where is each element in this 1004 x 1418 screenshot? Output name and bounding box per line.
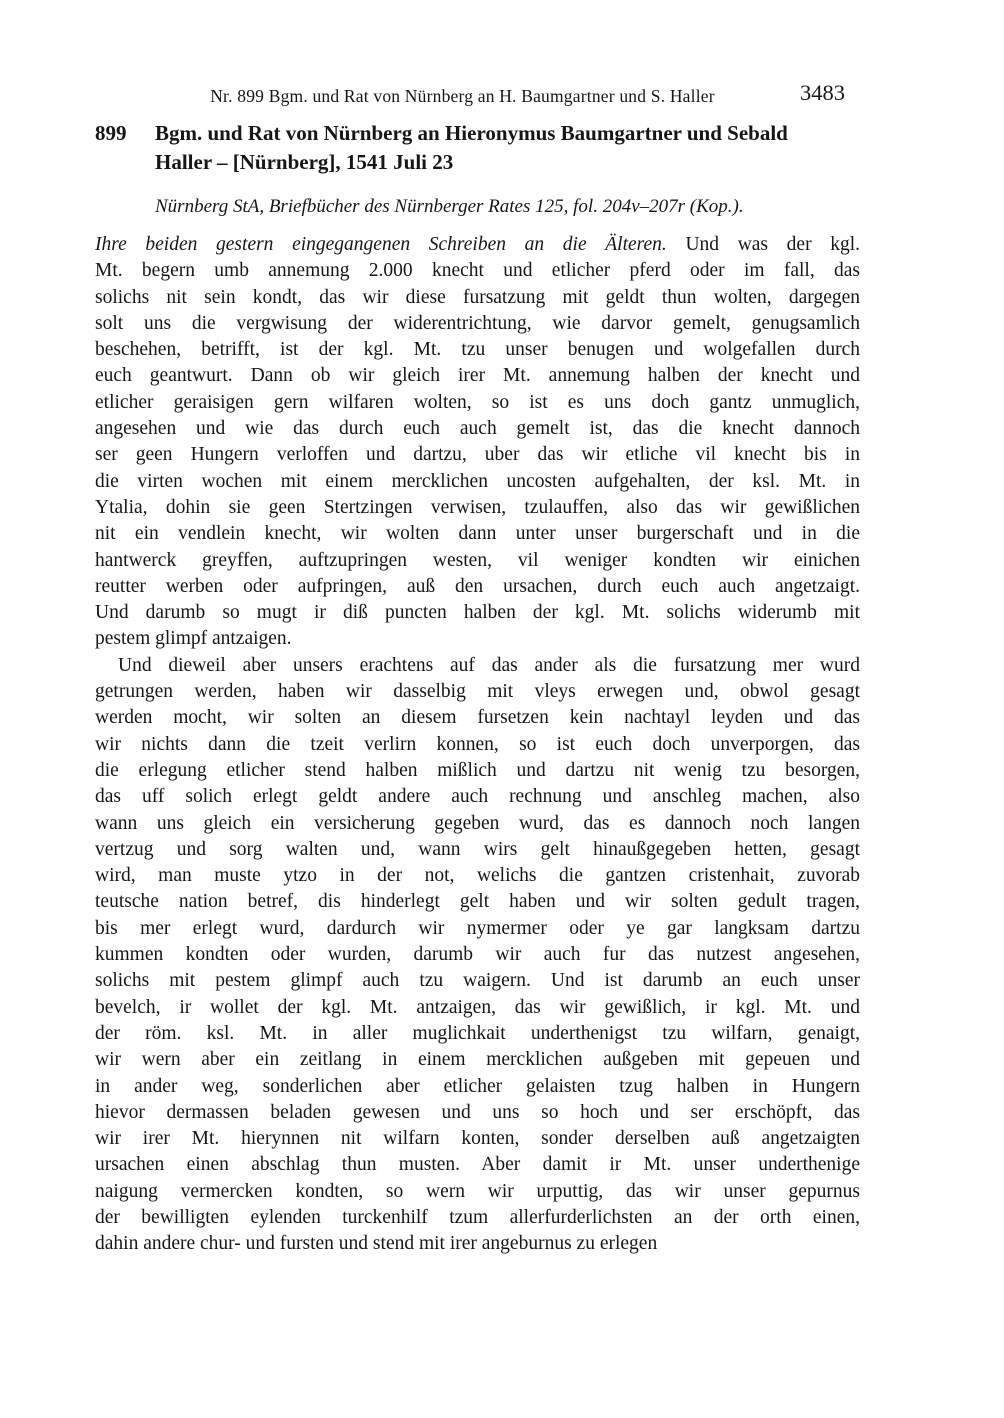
running-header-title: Nr. 899 Bgm. und Rat von Nürnberg an H. Baumgartner und S. Haller [210,86,715,106]
text-line: wir nichts dann die tzeit verlirn konnen, so ist euch doch unverporgen, das [95,733,860,755]
text-line: das uff solich erlegt geldt andere auch rechnung und anschleg machen, also [95,786,860,808]
text-line: solt uns die vergwisung der widerentrichtung, wie darvor gemelt, genugsamlich [95,312,860,334]
text-line: getrungen werden, haben wir dasselbig mit vleys erwegen und, obwol gesagt [95,681,860,703]
entry-title-line-1: Bgm. und Rat von Nürnberg an Hieronymus Baumgartner und Sebald [155,121,788,145]
opening-text: Und was der kgl. [685,234,860,255]
text-line: solichs nit sein kondt, das wir diese fursatzung mit geldt thun wolten, dargegen [95,286,860,308]
text-line: wird, man muste ytzo in der not, welichs die gantzen cristenhait, zuvorab [95,865,860,887]
text-line: die erlegung etlicher stend halben mißlich und dartzu nit wenig tzu besorgen, [95,759,860,781]
page-number: 3483 [800,80,845,105]
text-line: hievor dermassen beladen gewesen und uns so hoch und ser erschöpft, das [95,1101,860,1123]
text-line-opening [95,232,860,258]
text-line: werden mocht, wir solten an diesem fursetzen kein nachtayl leyden und das [95,707,860,729]
entry-heading [95,119,860,177]
text-line: teutsche nation betref, dis hinderlegt gelt haben und wir solten gedult tragen, [95,891,860,913]
text-line: angesehen und wie das durch euch auch gemelt ist, das die knecht dannoch [95,418,860,440]
text-line: bis mer erlegt wurd, dardurch wir nymermer oder ye gar langksam dartzu [95,917,860,939]
text-line: euch geantwurt. Dann ob wir gleich irer Mt. annemung halben der knecht und [95,365,860,387]
text-line: Und dieweil aber unsers erachtens auf das ander als die fursatzung mer wurd [118,654,860,676]
entry-number: 899 [95,121,127,145]
text-line: nit ein vendlein knecht, wir wolten dann unter unser burgerschaft und in die [95,523,860,545]
text-line: vertzug und sorg walten und, wann wirs gelt hinaußgegeben hetten, gesagt [95,838,860,860]
opening-regest-italic: Ihre beiden gestern eingegangenen Schreiben an die Älteren. [95,234,667,255]
text-line: der bewilligten eylenden turckenhilf tzum allerfurderlichsten an der orth einen, [95,1206,860,1228]
paragraph-1-lines [95,258,860,652]
text-line: etlicher geraisigen gern wilfaren wolten, so ist es uns doch gantz unmuglich, [95,391,860,413]
text-line: reutter werben oder aufpringen, auß den ursachen, durch euch auch angetzaigt. [95,575,860,597]
text-line: solichs mit pestem glimpf auch tzu waigern. Und ist darumb an euch unser [95,970,860,992]
text-line: wir irer Mt. hierynnen nit wilfarn konten, sonder derselben auß angetzaigten [95,1128,860,1150]
text-line: hantwerck greyffen, auftzupringen westen, vil weniger kondten wir einichen [95,549,860,571]
text-line: Und darumb so mugt ir diß puncten halben der kgl. Mt. solichs widerumb mit [95,602,860,624]
entry-title [155,119,860,177]
text-line: naigung vermercken kondten, so wern wir urputtig, das wir unser gepurnus [95,1180,860,1202]
text-line: dahin andere chur- und fursten und stend mit irer angeburnus zu erlegen [95,1233,658,1255]
text-line: ser geen Hungern verloffen und dartzu, uber das wir etliche vil knecht bis in [95,444,860,466]
text-line: wann uns gleich ein versicherung gegeben wurd, das es dannoch noch langen [95,812,860,834]
text-line: wir wern aber ein zeitlang in einem mercklichen außgeben mit gepeuen und [95,1049,860,1071]
text-line: Ytalia, dohin sie geen Stertzingen verwisen, tzulauffen, also das wir gewißlichen [95,496,860,518]
paragraph-2-lines [95,653,860,1258]
running-header [95,80,860,112]
text-line: bevelch, ir wollet der kgl. Mt. antzaigen, das wir gewißlich, ir kgl. Mt. und [95,996,860,1018]
text-line: ursachen einen abschlag thun musten. Aber damit ir Mt. unser underthenige [95,1154,860,1176]
text-line: Mt. begern umb annemung 2.000 knecht und etlicher pferd oder im fall, das [95,260,860,282]
text-line: die virten wochen mit einem mercklichen uncosten aufgehalten, der ksl. Mt. in [95,470,860,492]
entry-title-line-2: Haller – [Nürnberg], 1541 Juli 23 [155,150,454,174]
text-line: beschehen, betrifft, ist der kgl. Mt. tzu unser benugen und wolgefallen durch [95,339,860,361]
text-line: der röm. ksl. Mt. in aller muglichkait underthenigst tzu wilfarn, genaigt, [95,1022,860,1044]
letter-body [95,232,860,1258]
body-paragraph-1 [95,232,860,653]
text-line: kummen kondten oder wurden, darumb wir auch fur das nutzest angesehen, [95,944,860,966]
text-line: in ander weg, sonderlichen aber etlicher gelaisten tzug halben in Hungern [95,1075,860,1097]
archival-source-reference: Nürnberg StA, Briefbücher des Nürnberger Rates 125, fol. 204v–207r (Kop.). [155,196,744,217]
body-paragraph-2 [95,653,860,1258]
text-line: pestem glimpf antzaigen. [95,628,292,650]
